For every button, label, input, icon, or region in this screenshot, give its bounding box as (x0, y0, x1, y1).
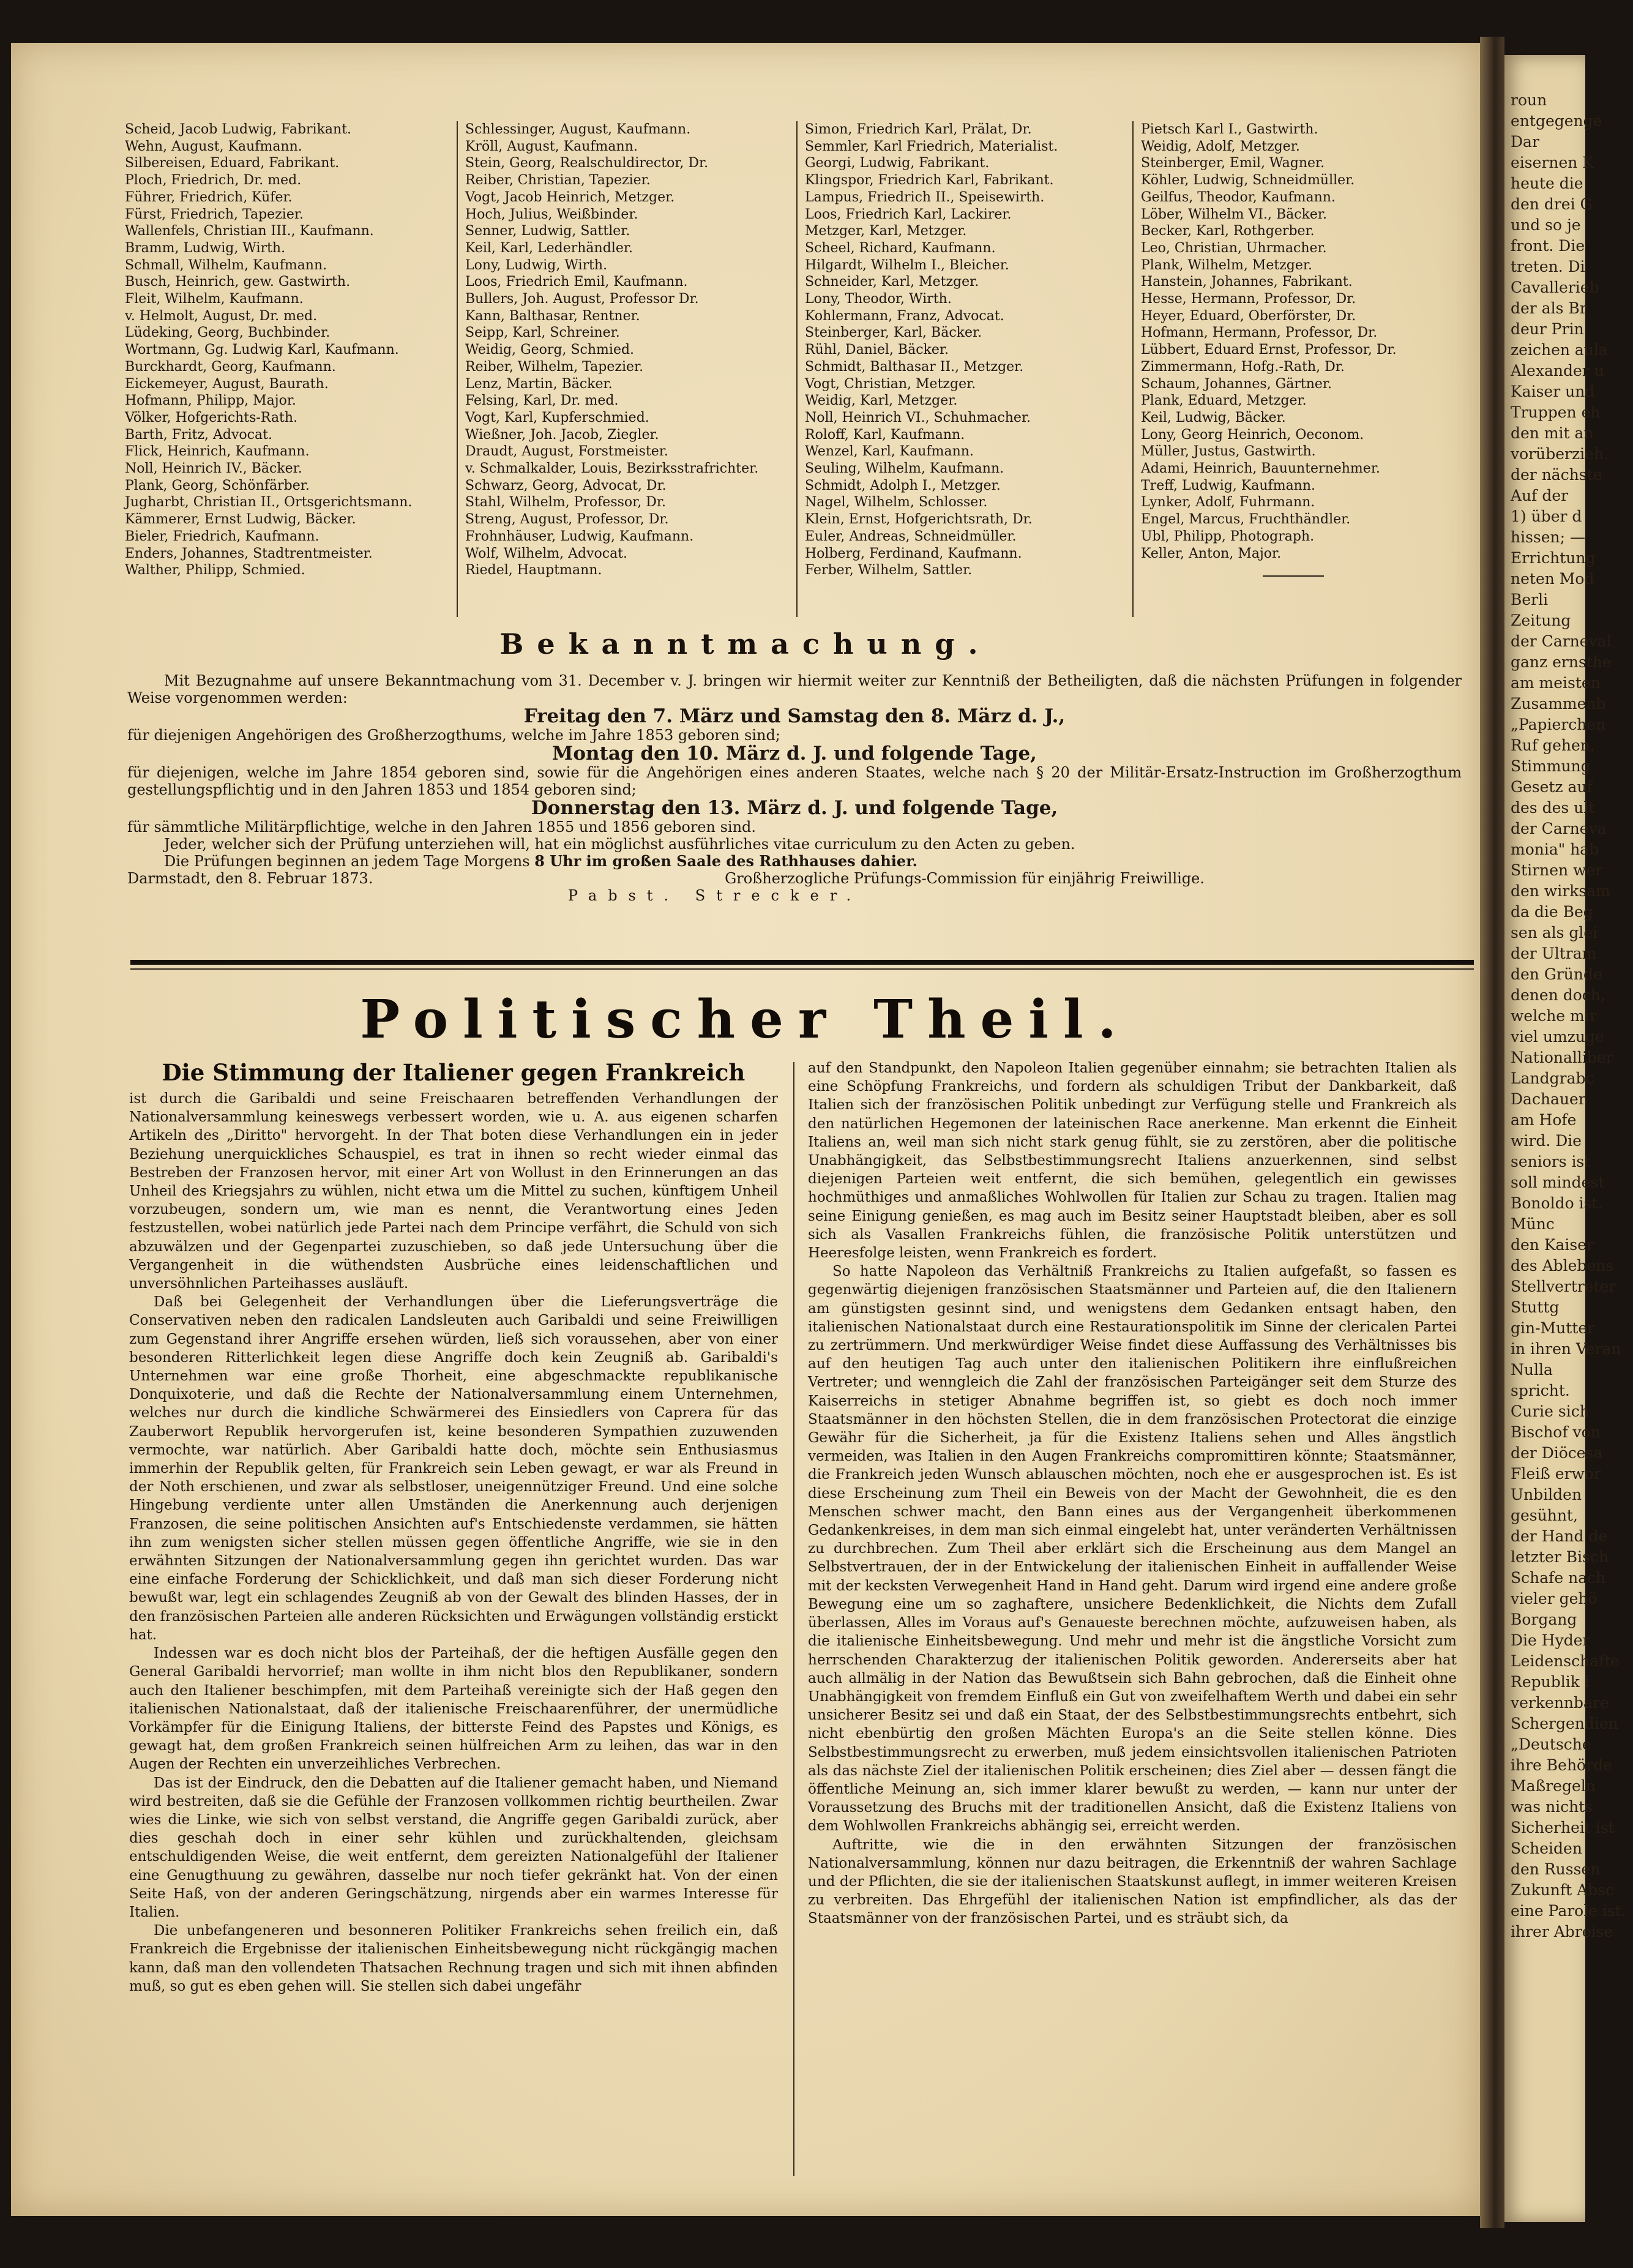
next-page-fragment: am meisten (1511, 674, 1601, 692)
name-entry: Lony, Georg Heinrich, Oeconom. (1141, 427, 1364, 443)
name-entry: Hilgardt, Wilhelm I., Bleicher. (805, 257, 1009, 273)
name-entry: Köhler, Ludwig, Schneidmüller. (1141, 173, 1355, 189)
next-page-fragment: Unbilden (1511, 1486, 1582, 1503)
announcement-place-date: Darmstadt, den 8. Februar 1873. (127, 870, 373, 887)
name-entry: Bieler, Friedrich, Kaufmann. (125, 528, 320, 544)
name-entry: Lampus, Friedrich II., Speisewirth. (805, 189, 1045, 205)
article-paragraph: Das ist der Eindruck, den die Debatten auf die Italiener gemacht haben, und Niemand wird bestreiten, daß sie die Gefühle der Franzosen vollkommen richtig beurtheilen. Zwar wies die Linke, wie sich von selbst verstand, die Angriffe gegen Garibaldi zurück, aber dies geschah doch in einer sehr kühlen und zurückhaltenden, gleichsam entschuldigenden Weise, die weit entfernt, dem gereizten Nationalgefühl der Italiener eine Genugthuung zu gewähren, dasselbe nur noch tiefer gekränkt hat. Von der einen Seite Haß, von der anderen Geringschätzung, nirgends aber ein warmes Interesse für Italien. (129, 1775, 778, 1920)
next-page-fragment: des des ult (1511, 799, 1595, 817)
name-entry: Enders, Johannes, Stadtrentmeister. (125, 545, 373, 561)
next-page-fragment: Berli (1511, 591, 1549, 608)
names-column-2 (465, 121, 802, 579)
name-entry: Engel, Marcus, Fruchthändler. (1141, 512, 1351, 528)
article-paragraph: Indessen war es doch nicht blos der Parteihaß, der die heftigen Ausfälle gegen den General Garibaldi hervorrief; man wollte in ihm nicht blos den Republikaner, sondern auch den Italiener beschimpfen, mit dem Parteihaß vereinigte sich der Haß gegen den italienischen Nationalstaat, daß der italienische Freischaarenführer, der unermüdliche Vorkämpfer für die Einigung Italiens, der bitterste Feind des Papstes und Königs, es gewagt hat, dem großen Frankreich seinen hülfreichen Arm zu leihen, das war in den Augen der Rechten ein unverzeihliches Verbrechen. (129, 1645, 778, 1773)
name-entry: Schneider, Karl, Metzger. (805, 274, 979, 290)
next-page-fragment: viel umzuge (1511, 1028, 1604, 1046)
next-page-fragment: letzter Bisch (1511, 1548, 1609, 1566)
name-entry: Lüdeking, Georg, Buchbinder. (125, 325, 331, 341)
next-page-fragment: hissen; — (1511, 528, 1586, 546)
name-entry: Leo, Christian, Uhrmacher. (1141, 240, 1327, 256)
name-entry: Kröll, August, Kaufmann. (465, 138, 638, 154)
next-page-fragment: der Hand de (1511, 1527, 1608, 1545)
name-entry: Seuling, Wilhelm, Kaufmann. (805, 461, 1004, 477)
name-entry: Wolf, Wilhelm, Advocat. (465, 545, 628, 561)
next-page-fragment: wird. Die (1511, 1132, 1582, 1150)
names-column-4 (1141, 121, 1478, 562)
next-page-fragment: Maßregeln (1511, 1777, 1596, 1795)
name-entry: Heyer, Eduard, Oberförster, Dr. (1141, 308, 1356, 324)
announcement-text-5a: Die Prüfungen beginnen an jedem Tage Morgens (164, 853, 530, 870)
next-page-fragment: entgegenge (1511, 112, 1602, 130)
next-page-fragment: Sicherheit ist (1511, 1819, 1615, 1836)
next-page-fragment: Nationalliber (1511, 1049, 1613, 1066)
announcement-title: Bekanntmachung. (499, 627, 992, 661)
announcement-body (127, 672, 1462, 904)
name-entry: Führer, Friedrich, Küfer. (125, 189, 293, 205)
next-page-fragment: den Gründe (1511, 965, 1602, 983)
name-entry: Reiber, Christian, Tapezier. (465, 173, 651, 189)
name-entry: Klingspor, Friedrich Karl, Fabrikant. (805, 173, 1054, 189)
name-entry: Stein, Georg, Realschuldirector, Dr. (465, 155, 709, 171)
next-page-fragment: Alexander u (1511, 362, 1604, 380)
name-entry: Felsing, Karl, Dr. med. (465, 393, 619, 409)
next-page-fragment: front. Die (1511, 237, 1585, 255)
next-page-fragment: was nichts (1511, 1798, 1593, 1816)
next-page-fragment: Zeitung (1511, 612, 1571, 629)
next-page-fragment: heute die (1511, 174, 1583, 192)
announcement-date-2: Montag den 10. März d. J. und folgende Tage, (552, 743, 1037, 765)
name-entry: Weidig, Georg, Schmied. (465, 342, 635, 358)
name-entry: Draudt, August, Forstmeister. (465, 444, 668, 460)
next-page-fragment: den Russen (1511, 1860, 1601, 1878)
name-entry: Euler, Andreas, Schneidmüller. (805, 528, 1017, 544)
next-page-fragment: Errichtung (1511, 549, 1596, 567)
column-divider (457, 121, 458, 617)
name-entry: Flick, Heinrich, Kaufmann. (125, 444, 310, 460)
name-entry: Rühl, Daniel, Bäcker. (805, 342, 949, 358)
article-paragraph: auf den Standpunkt, den Napoleon Italien gegenüber einnahm; sie betrachten Italien als eine Schöpfung Frankreichs, und fordern als schuldigen Tribut der Dankbarkeit, daß Italien sich der französischen Politik unbedingt zur Verfügung stelle und Frankreich als den natürlichen Hegemonen der lateinischen Race anerkenne. Man erkennt die Einheit Italiens an, weil man sich nicht stark genug fühlt, sie zu zerstören, aber die politische Unabhängigkeit, das Selbstbestimmungsrecht Italiens anzuerkennen, sind selbst diejenigen Parteien weit entfernt, die sich bemühen, gelegentlich ein gewisses hochmüthiges und anmaßliches Wohlwollen für Italien zur Schau zu tragen. Italien mag seine Einigung genießen, es mag auch im Besitz seiner Hauptstadt bleiben, aber es soll sich als Vasallen Frankreichs fühlen, die französische Politik unterstützen und Heeresfolge leisten, wenn Frankreich es fordert. (808, 1060, 1457, 1262)
name-entry: Weidig, Adolf, Metzger. (1141, 138, 1300, 154)
name-entry: Holberg, Ferdinand, Kaufmann. (805, 545, 1022, 561)
name-entry: Bramm, Ludwig, Wirth. (125, 240, 286, 256)
name-entry: Busch, Heinrich, gew. Gastwirth. (125, 274, 351, 290)
name-entry: Fürst, Friedrich, Tapezier. (125, 206, 304, 222)
name-entry: Lony, Ludwig, Wirth. (465, 257, 608, 273)
column-divider (796, 121, 798, 617)
article-paragraph: Auftritte, wie die in den erwähnten Sitzungen der französischen Nationalversammlung, können nur dazu beitragen, die Erkenntniß der wahren Sachlage und der Pflichten, die sie der italienischen Staatskunst auflegt, in immer weiteren Kreisen zu verbreiten. Das Ehrgefühl der italienischen Nation ist empfindlicher, als das der Staatsmänner von der französischen Partei, und es sträubt sich, da (808, 1836, 1457, 1927)
name-entry: Streng, August, Professor, Dr. (465, 512, 669, 528)
next-page-fragment: Nulla (1511, 1361, 1553, 1379)
article-column-divider (793, 1062, 794, 2176)
name-entry: Scheid, Jacob Ludwig, Fabrikant. (125, 122, 352, 137)
next-page-fragment: Curie sich (1511, 1402, 1590, 1420)
next-page-fragment: in ihren Veran (1511, 1340, 1621, 1358)
name-entry: Schmidt, Balthasar II., Metzger. (805, 359, 1024, 375)
name-entry: Lony, Theodor, Wirth. (805, 291, 952, 307)
name-entry: Wallenfels, Christian III., Kaufmann. (125, 223, 374, 239)
name-entry: Lenz, Martin, Bäcker. (465, 376, 613, 392)
names-column-1 (125, 121, 461, 579)
next-page-fragment: „Papierchen (1511, 716, 1606, 733)
name-entry: Loos, Friedrich Emil, Kaufmann. (465, 274, 688, 290)
name-entry: Roloff, Karl, Kaufmann. (805, 427, 965, 443)
next-page-fragment: Cavallerieb (1511, 279, 1599, 296)
name-entry: Hofmann, Philipp, Major. (125, 393, 296, 409)
name-entry: Hanstein, Johannes, Fabrikant. (1141, 274, 1353, 290)
next-page-fragment: eisernen K (1511, 154, 1594, 171)
name-entry: Ploch, Friedrich, Dr. med. (125, 173, 302, 189)
next-page-fragment: Schafe nach (1511, 1569, 1606, 1587)
next-page-fragment: den mit an (1511, 424, 1594, 442)
next-page-fragment: Stellvertreter (1511, 1278, 1616, 1295)
next-page-fragment: Schergendien (1511, 1715, 1618, 1732)
next-page-fragment: der Carneval (1511, 632, 1612, 650)
next-page-fragment: denen doch, (1511, 986, 1605, 1004)
article-paragraph: Daß bei Gelegenheit der Verhandlungen über die Lieferungsverträge die Conservativen neben den radicalen Landsleuten auch Garibaldi und seine Freiwilligen zum Gegenstand ihrer Angriffe ersehen würden, ließ sich voraussehen, aber von einer besonderen Ritterlichkeit legen diese Angriffe doch kein Zeugniß ab. Garibaldi's Unternehmen war eine große Thorheit, eine abgeschmackte republikanische Donquixoterie, und daß die Rechte der Nationalversammlung einem Unternehmen, welches nur durch die kindliche Schwärmerei des Einsiedlers von Caprera für das Zauberwort Republik hervorgerufen ist, keine besonderen Sympathien zuzuwenden vermochte, war natürlich. Aber Garibaldi hatte doch, möchte sein Enthusiasmus immerhin der Republik gelten, für Frankreich sein Leben gewagt, er war als Freund in der Noth erschienen, und zwar als selbstloser, uneigennütziger Freund. Und eine solche Hingebung verdiente unter allen Umständen die Anerkennung auch derjenigen Franzosen, die seine politischen Ansichten auf's Entschiedenste verdammen, sie hätten ihn zum wenigsten sicher stellen müssen gegen öffentliche Angriffe, wie sie in den erwähnten Sitzungen der Nationalversammlung gegen ihn gerichtet wurden. Das war eine einfache Forderung der Schicklichkeit, und daß man sich dieser Forderung nicht bewußt war, legt ein schlagendes Zeugniß ab von der Gewalt des blinden Hasses, der in den französischen Parteien alle anderen Rücksichten und Erwägungen vollständig erstickt hat. (129, 1294, 778, 1643)
next-page-fragment: des Ablebens (1511, 1257, 1614, 1274)
next-page-fragment: Truppen eh (1511, 403, 1601, 421)
name-entry: Scheel, Richard, Kaufmann. (805, 240, 996, 256)
next-page-fragment: der Diöcesa (1511, 1444, 1603, 1462)
name-entry: Jugharbt, Christian II., Ortsgerichtsmann. (125, 495, 413, 511)
name-entry: Becker, Karl, Rothgerber. (1141, 223, 1315, 239)
name-entry: Metzger, Karl, Metzger. (805, 223, 967, 239)
name-entry: Keil, Ludwig, Bäcker. (1141, 410, 1286, 425)
announcement-footer (127, 870, 1462, 887)
name-entry: Seipp, Karl, Schreiner. (465, 325, 620, 341)
next-page-fragment: seniors ist (1511, 1153, 1591, 1170)
list-end-rule (1263, 575, 1324, 577)
announcement-intro: Mit Bezugnahme auf unsere Bekanntmachung vom 31. December v. J. bringen wir hiermit weiter zur Kenntniß der Betheiligten, daß die nächsten Prüfungen in folgender Weise vorgenommen werden: (127, 672, 1462, 706)
name-entry: Georgi, Ludwig, Fabrikant. (805, 155, 990, 171)
name-entry: Steinberger, Emil, Wagner. (1141, 155, 1325, 171)
next-page-fragment: treten. Di (1511, 258, 1585, 275)
next-page-fragment: den wirksam (1511, 882, 1610, 900)
name-entry: Schaum, Johannes, Gärtner. (1141, 376, 1332, 392)
book-gutter (1480, 37, 1504, 2228)
name-entry: Plank, Eduard, Metzger. (1141, 393, 1307, 409)
announcement-commission: Großherzogliche Prüfungs-Commission für einjährig Freiwillige. (725, 870, 1205, 887)
next-page-fragment: den drei G (1511, 195, 1593, 213)
name-entry: Hofmann, Hermann, Professor, Dr. (1141, 325, 1378, 341)
name-entry: Müller, Justus, Gastwirth. (1141, 444, 1316, 460)
next-page-fragment: den Kaiser (1511, 1236, 1594, 1254)
next-page-fragment: Landgrabc (1511, 1069, 1594, 1087)
next-page-fragment: Dar (1511, 133, 1539, 151)
name-entry: Adami, Heinrich, Bauunternehmer. (1141, 461, 1380, 477)
next-page-fragment: „Deutsche (1511, 1735, 1591, 1753)
next-page-fragment: roun (1511, 91, 1547, 109)
next-page-fragment: 1) über d (1511, 507, 1582, 525)
next-page-fragment: gesühnt, (1511, 1506, 1578, 1524)
next-page-fragment: Die Hyder (1511, 1631, 1590, 1649)
name-entry: Pietsch Karl I., Gastwirth. (1141, 122, 1318, 137)
next-page-fragment: Münc (1511, 1215, 1555, 1233)
next-page-fragment: Zusammenb (1511, 695, 1606, 713)
article-title: Die Stimmung der Italiener gegen Frankreich (162, 1059, 745, 1086)
name-entry: Eickemeyer, August, Baurath. (125, 376, 329, 392)
next-page-fragment: vieler gehö (1511, 1590, 1597, 1607)
name-entry: Wenzel, Karl, Kaufmann. (805, 444, 974, 460)
next-page-fragment: Stirnen wer (1511, 861, 1603, 879)
name-entry: Weidig, Karl, Metzger. (805, 393, 958, 409)
name-entry: Schwarz, Georg, Advocat, Dr. (465, 477, 667, 493)
name-entry: Wießner, Joh. Jacob, Ziegler. (465, 427, 659, 443)
name-entry: Löber, Wilhelm VI., Bäcker. (1141, 206, 1328, 222)
name-entry: Treff, Ludwig, Kaufmann. (1141, 477, 1316, 493)
section-rule-thick (130, 960, 1474, 965)
name-entry: Plank, Wilhelm, Metzger. (1141, 257, 1312, 273)
name-entry: v. Helmolt, August, Dr. med. (125, 308, 318, 324)
announcement-text-5b: 8 Uhr im großen Saale des Rathhauses dahier. (534, 852, 917, 870)
next-page-fragment: Fleiß erwor (1511, 1465, 1601, 1483)
next-page-fragment: gin-Mutter (1511, 1319, 1595, 1337)
name-entry: Hoch, Julius, Weißbinder. (465, 206, 638, 222)
next-page-fragment: Dachauer (1511, 1090, 1586, 1108)
adjacent-page-edge (1504, 55, 1626, 2222)
name-entry: Steinberger, Karl, Bäcker. (805, 325, 982, 341)
name-entry: Kohlermann, Franz, Advocat. (805, 308, 1004, 324)
next-page-fragment: welche mir (1511, 1007, 1597, 1025)
name-entry: Riedel, Hauptmann. (465, 563, 602, 578)
next-page-fragment: Bonoldo ist. (1511, 1194, 1603, 1212)
next-page-fragment: verkennbare (1511, 1694, 1609, 1712)
next-page-fragment: Bischof von (1511, 1423, 1601, 1441)
announcement-text-2: für diejenigen, welche im Jahre 1854 geboren sind, sowie für die Angehörigen eines anderen Staates, welche nach § 20 der Militär-Ersatz-Instruction im Großherzogthum gestellungspflichtig und in den Jahren 1853 und 1854 geboren sind; (127, 764, 1462, 798)
next-page-fragment: der als Br (1511, 299, 1587, 317)
name-entry: Völker, Hofgerichts-Rath. (125, 410, 298, 425)
next-page-fragment: Borgang (1511, 1611, 1577, 1628)
name-entry: Hesse, Hermann, Professor, Dr. (1141, 291, 1356, 307)
name-entry: Schlessinger, August, Kaufmann. (465, 122, 691, 137)
name-entry: Silbereisen, Eduard, Fabrikant. (125, 155, 340, 171)
name-entry: Frohnhäuser, Ludwig, Kaufmann. (465, 528, 694, 544)
next-page-fragment: vorüberzieh. (1511, 445, 1609, 463)
name-entry: Bullers, Joh. August, Professor Dr. (465, 291, 699, 307)
next-page-fragment: Stimmung (1511, 757, 1591, 775)
announcement-text-1: für diejenigen Angehörigen des Großherzogthums, welche im Jahre 1853 geboren sind; (127, 727, 780, 744)
next-page-fragment: ihre Behörde (1511, 1756, 1612, 1774)
name-entry: Geilfus, Theodor, Kaufmann. (1141, 189, 1336, 205)
names-column-3 (805, 121, 1142, 579)
next-page-fragment: eine Parole ist. (1511, 1902, 1626, 1920)
next-page-fragment: und so je (1511, 216, 1581, 234)
name-entry: Zimmermann, Hofg.-Rath, Dr. (1141, 359, 1345, 375)
newspaper-page (11, 43, 1480, 2216)
political-section-title: Politischer Theil. (360, 989, 1131, 1050)
name-entry: Noll, Heinrich VI., Schuhmacher. (805, 410, 1031, 425)
article-paragraph: Die unbefangeneren und besonneren Politiker Frankreichs sehen freilich ein, daß Frankreich die Ergebnisse der italienischen Einheitsbewegung nicht rückgängig machen kann, daß man den vollendeten Thatsachen Rechnung tragen und sich mit ihnen abfinden muß, so gut es eben gehen will. Sie stellen sich dabei ungefähr (129, 1923, 778, 1994)
next-page-fragment: zeichen aula (1511, 341, 1608, 359)
next-page-fragment: spricht. (1511, 1382, 1570, 1399)
article-column-2 (808, 1059, 1457, 1928)
next-page-fragment: soll mindest (1511, 1173, 1605, 1191)
next-page-fragment: ihrer Abreise (1511, 1923, 1613, 1941)
name-entry: Plank, Georg, Schönfärber. (125, 477, 310, 493)
announcement-date-3: Donnerstag den 13. März d. J. und folgende Tage, (531, 797, 1058, 819)
next-page-fragment: da die Beg (1511, 903, 1593, 921)
next-page-fragment: sen als glei (1511, 924, 1598, 941)
next-page-fragment: der Ultram (1511, 945, 1597, 962)
name-entry: Ferber, Wilhelm, Sattler. (805, 563, 973, 578)
name-entry: Schmidt, Adolph I., Metzger. (805, 477, 1001, 493)
name-entry: Stahl, Wilhelm, Professor, Dr. (465, 495, 666, 511)
name-entry: Lübbert, Eduard Ernst, Professor, Dr. (1141, 342, 1397, 358)
name-entry: v. Schmalkalder, Louis, Bezirksstrafrichter. (465, 461, 759, 477)
name-entry: Vogt, Karl, Kupferschmied. (465, 410, 649, 425)
name-entry: Keller, Anton, Major. (1141, 545, 1282, 561)
announcement-text-3: für sämmtliche Militärpflichtige, welche in den Jahren 1855 und 1856 geboren sind. (127, 818, 757, 836)
next-page-fragment: deur Prin (1511, 320, 1584, 338)
name-entry: Wortmann, Gg. Ludwig Karl, Kaufmann. (125, 342, 399, 358)
section-rule-thin (130, 968, 1474, 970)
announcement-text-5 (127, 853, 1462, 870)
name-entry: Kämmerer, Ernst Ludwig, Bäcker. (125, 512, 356, 528)
next-page-fragment: Scheiden (1511, 1839, 1582, 1857)
next-page-fragment: Gesetz auf (1511, 778, 1593, 796)
article-paragraph: ist durch die Garibaldi und seine Freischaaren betreffenden Verhandlungen der Nationalversammlung keineswegs verbessert worden, wie u. A. aus eigenen scharfen Artikeln des „Diritto" hervorgeht. In der That boten diese Verhandlungen ein in jeder Beziehung unerquickliches Schauspiel, es trat in ihnen so recht wieder einmal das Bestreben der Franzosen hervor, mit einer Art von Wollust in den Erinnerungen an das Unheil des Kriegsjahrs zu wühlen, nicht etwa um die Mittel zu suchen, künftigem Unheil vorzubeugen, sondern um, wie man es nennt, die Verantwortung eines Jeden festzustellen, wobei natürlich jede Partei nach dem Principe verfährt, die Schuld von sich abzuwälzen und der Gegenpartei zuzuschieben, so daß jede Untersuchung über die Vergangenheit in die wüthendsten Ausbrüche eines leidenschaftlichen und unversöhnlichen Parteihasses ausläuft. (129, 1091, 778, 1292)
name-entry: Vogt, Jacob Heinrich, Metzger. (465, 189, 675, 205)
next-page-fragment: Republik i (1511, 1673, 1590, 1691)
name-entry: Simon, Friedrich Karl, Prälat, Dr. (805, 122, 1032, 137)
next-page-fragment: Ruf gehen, (1511, 736, 1595, 754)
next-page-fragment: monia" hab (1511, 840, 1599, 858)
name-entry: Lynker, Adolf, Fuhrmann. (1141, 495, 1315, 511)
article-paragraph: So hatte Napoleon das Verhältniß Frankreichs zu Italien aufgefaßt, so fassen es gegenwärtig diejenigen französischen Staatsmänner und Parteien auf, die den Italienern am günstigsten gesinnt sind, und wenigstens dem Gedanken entsagt haben, den italienischen Nationalstaat durch eine Restaurationspolitik im Sinne der clericalen Partei zu zertrümmern. Und merkwürdiger Weise findet diese Auffassung des Verhältnisses bis auf den heutigen Tag auch unter den italienischen Politikern ihre einflußreichen Vertreter; und wenngleich die Zahl der französischen Parteigänger seit dem Sturze des Kaiserreichs in stetiger Abnahme begriffen ist, so giebt es doch noch immer Staatsmänner in den höchsten Stellen, die in dem französischen Protectorat die einzige Gewähr für die Sicherheit, ja für die Existenz Italiens sehen und Alles ängstlich vermeiden, was Italien in den Augen Frankreichs compromittiren könnte; Staatsmänner, die Frankreich jeden Wunsch ablauschen möchten, noch ehe er ausgesprochen ist. Es ist diese Erscheinung zum Theil ein Beweis von der Macht der Gewohnheit, die es den Menschen schwer macht, den Bann eines aus der Vergangenheit überkommenen Gedankenkreises, in dem man sich einmal eingelebt hat, unter veränderten Verhältnissen zu durchbrechen. Zum Theil aber erklärt sich die Erscheinung aus dem Mangel an Selbstvertrauen, der in der Entwickelung der italienischen Einheit in auffallender Weise mit der kecksten Verwegenheit Hand in Hand geht. Darum wird irgend eine andere große Bewegung eine um so zaghaftere, unsichere Bedenklichkeit, die Nichts dem Zufall überlassen, Alles im Voraus auf's Genaueste berechnen möchte, aufzuweisen haben, als die italienische Einheitsbewegung. Und mehr und mehr ist die ängstliche Vorsicht zum herrschenden Charakterzug der italienischen Politik geworden. Andererseits aber hat auch allmälig in der Nation das Bewußtsein sich Bahn gebrochen, daß die Einheit ohne Unabhängigkeit von fremdem Einfluß ein Gut von zweifelhaftem Werth und dabei ein sehr unsicherer Besitz sei und daß ein Staat, der des Selbstbestimmungsrechts entbehrt, sich nicht ebenbürtig den großen Mächten Europa's an die Seite stellen könne. Dies Selbstbestimmungsrecht zu erwerben, muß jedem einsichtsvollen italienischen Patrioten als das nächste Ziel der italienischen Politik erscheinen; dies Ziel aber — dessen fängt die öffentliche Meinung an, sich immer klarer bewußt zu werden, — kann nur unter der Voraussetzung des Bruchs mit der traditionellen Ansicht, daß die Existenz Italiens von dem Wohlwollen Frankreichs abhängig sei, erreicht werden. (808, 1263, 1457, 1835)
announcement-date-1: Freitag den 7. März und Samstag den 8. März d. J., (523, 705, 1066, 727)
name-entry: Burckhardt, Georg, Kaufmann. (125, 359, 336, 375)
article-column-1 (129, 1059, 778, 1996)
name-entry: Kann, Balthasar, Rentner. (465, 308, 640, 324)
column-divider (1132, 121, 1134, 617)
name-entry: Walther, Philipp, Schmied. (125, 563, 305, 578)
announcement-text-4: Jeder, welcher sich der Prüfung unterziehen will, hat ein möglichst ausführliches vitae curriculum zu den Acten zu geben. (164, 836, 1075, 853)
name-entry: Senner, Ludwig, Sattler. (465, 223, 630, 239)
name-entry: Loos, Friedrich Karl, Lackirer. (805, 206, 1012, 222)
name-entry: Noll, Heinrich IV., Bäcker. (125, 461, 302, 477)
name-entry: Klein, Ernst, Hofgerichtsrath, Dr. (805, 512, 1033, 528)
next-page-fragment: Zukunft Absc (1511, 1881, 1614, 1899)
name-entry: Schmall, Wilhelm, Kaufmann. (125, 257, 327, 273)
name-entry: Vogt, Christian, Metzger. (805, 376, 976, 392)
next-page-fragment: Kaiser und (1511, 383, 1595, 400)
next-page-fragment: neten Mod (1511, 570, 1594, 588)
next-page-fragment: der Carneva (1511, 820, 1607, 837)
next-page-fragment: Leidenschafte (1511, 1652, 1620, 1670)
name-entry: Nagel, Wilhelm, Schlosser. (805, 495, 988, 511)
next-page-fragment: Stuttg (1511, 1298, 1560, 1316)
next-page-fragment: am Hofe (1511, 1111, 1577, 1129)
next-page-fragment: der nächste (1511, 466, 1602, 484)
name-entry: Semmler, Karl Friedrich, Materialist. (805, 138, 1058, 154)
name-entry: Barth, Fritz, Advocat. (125, 427, 272, 443)
next-page-fragment: Auf der (1511, 487, 1569, 504)
announcement-signatures: Pabst. Strecker. (567, 887, 862, 904)
name-entry: Ubl, Philipp, Photograph. (1141, 528, 1315, 544)
name-entry: Keil, Karl, Lederhändler. (465, 240, 633, 256)
next-page-fragment: ganz ernsthe (1511, 653, 1612, 671)
name-entry: Fleit, Wilhelm, Kaufmann. (125, 291, 304, 307)
name-entry: Reiber, Wilhelm, Tapezier. (465, 359, 644, 375)
name-entry: Wehn, August, Kaufmann. (125, 138, 302, 154)
